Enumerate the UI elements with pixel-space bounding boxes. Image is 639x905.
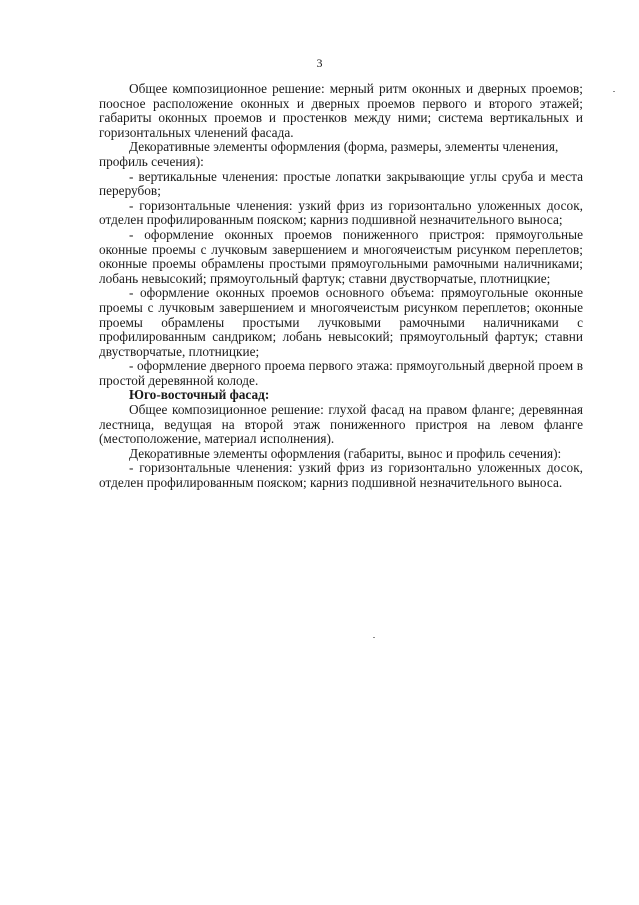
paragraph-composition-general: Общее композиционное решение: мерный ритм оконных и дверных проемов; поосное расположение оконных и дверных проемов первого и второго этажей; габариты оконных проемов и простенков между ними; система вертикальных и горизонтальных членений фасада. [99, 81, 583, 140]
body-text [99, 82, 583, 491]
paragraph-southeast-decorative: Декоративные элементы оформления (габариты, вынос и профиль сечения): [129, 445, 562, 461]
paragraph-annex-windows: - оформление оконных проемов пониженного пристроя: прямоугольные оконные проемы с лучковым завершением и многоячеистым рисунком переплетов; оконные проемы обрамлены простыми прямоугольными рамочными наличниками; лобань невысокий; прямоугольный фартук; ставни двустворчатые, плотницкие; [99, 226, 583, 286]
section-heading-southeast-facade: Юго-восточный фасад: [129, 387, 270, 403]
paragraph-horizontal-divisions: - горизонтальные членения: узкий фриз из горизонтально уложенных досок, отделен профилированным пояском; карниз подшивной незначительного выноса; [99, 197, 583, 228]
page-number: 3 [316, 56, 323, 70]
paragraph-door-opening: - оформление дверного проема первого этажа: прямоугольный дверной проем в простой деревянной колоде. [99, 358, 583, 388]
scan-speck [373, 637, 375, 638]
scan-speck [613, 91, 615, 92]
paragraph-decorative-elements: Декоративные элементы оформления (форма, размеры, элементы членения, профиль сечения): [99, 139, 559, 169]
paragraph-southeast-horizontal: - горизонтальные членения: узкий фриз из горизонтально уложенных досок, отделен профилированным пояском; карниз подшивной незначительного выноса. [99, 460, 583, 491]
paragraph-vertical-divisions: - вертикальные членения: простые лопатки закрывающие углы сруба и места перерубов; [99, 168, 583, 199]
paragraph-southeast-composition: Общее композиционное решение: глухой фасад на правом фланге; деревянная лестница, ведущая на второй этаж пониженного пристроя на левом фланге (местоположение, материал исполнения). [99, 402, 583, 447]
paragraph-main-volume-windows: - оформление оконных проемов основного объема: прямоугольные оконные проемы с лучковым завершением и многоячеистым рисунком переплетов; оконные проемы обрамлены простыми лучковыми рамочными наличниками с профилированным сандриком; лобань невысокий; прямоугольный фартук; ставни двустворчатые, плотницкие; [99, 285, 583, 359]
